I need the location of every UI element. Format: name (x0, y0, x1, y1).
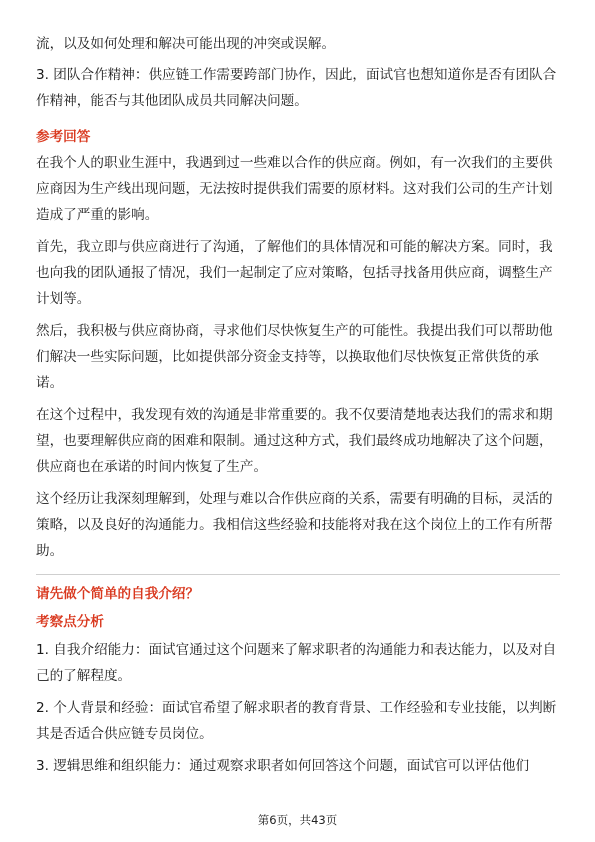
analysis-item-2: 2. 个人背景和经验：面试官希望了解求职者的教育背景、工作经验和专业技能，以判断其是否适合供应链专员岗位。 (36, 700, 557, 742)
question-title: 请先做个简单的自我介绍？ (36, 586, 200, 602)
answer-paragraph-5: 这个经历让我深刻理解到，处理与难以合作供应商的关系，需要有明确的目标，灵活的策略，以及良好的沟通能力。我相信这些经验和技能将对我在这个岗位上的工作有所帮助。 (36, 491, 553, 559)
analysis-heading: 考察点分析 (36, 614, 104, 630)
document-page (36, 0, 560, 779)
answer-paragraph-1: 在我个人的职业生涯中，我遇到过一些难以合作的供应商。例如，有一次我们的主要供应商因为生产线出现问题，无法按时提供我们需要的原材料。这对我们公司的生产计划造成了严重的影响。 (36, 155, 553, 223)
answer-paragraph-4: 在这个过程中，我发现有效的沟通是非常重要的。我不仅要清楚地表达我们的需求和期望，也要理解供应商的困难和限制。通过这种方式，我们最终成功地解决了这个问题，供应商也在承诺的时间内恢复了生产。 (36, 407, 553, 475)
intro-line-1: 流，以及如何处理和解决可能出现的冲突或误解。 (36, 36, 336, 52)
answer-paragraph-2: 首先，我立即与供应商进行了沟通，了解他们的具体情况和可能的解决方案。同时，我也向我的团队通报了情况，我们一起制定了应对策略，包括寻找备用供应商，调整生产计划等。 (36, 239, 553, 307)
analysis-item-1: 1. 自我介绍能力：面试官通过这个问题来了解求职者的沟通能力和表达能力，以及对自己的了解程度。 (36, 642, 557, 684)
answer-paragraph-3: 然后，我积极与供应商协商，寻求他们尽快恢复生产的可能性。我提出我们可以帮助他们解决一些实际问题，比如提供部分资金支持等，以换取他们尽快恢复正常供货的承诺。 (36, 323, 553, 391)
page-footer: 第6页，共43页 (257, 813, 338, 827)
answer-heading: 参考回答 (36, 129, 91, 145)
analysis-item-3: 3. 逻辑思维和组织能力：通过观察求职者如何回答这个问题，面试官可以评估他们 (36, 758, 530, 774)
section-divider (36, 574, 560, 575)
intro-line-2: 3. 团队合作精神：供应链工作需要跨部门协作，因此，面试官也想知道你是否有团队合作精神，能否与其他团队成员共同解决问题。 (36, 67, 557, 109)
